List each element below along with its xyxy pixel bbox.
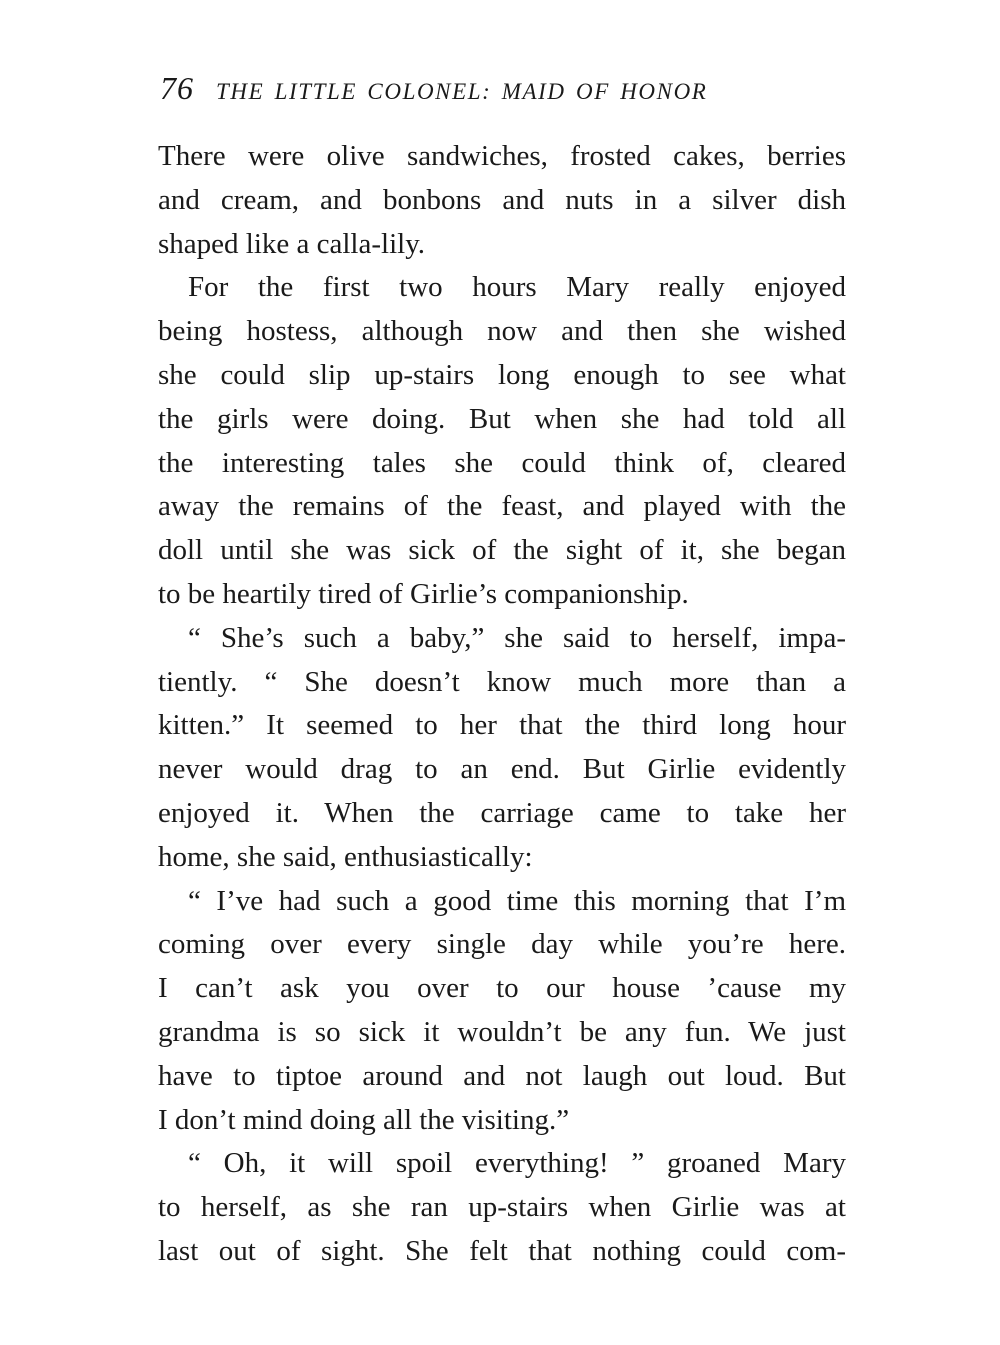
text-line: coming over every single day while you’re here. <box>158 928 846 961</box>
text-line: and cream, and bonbons and nuts in a silver dish <box>158 183 846 216</box>
text-line: kitten.” It seemed to her that the third long hour <box>158 709 846 742</box>
text-line: she could slip up-stairs long enough to see what <box>158 358 846 391</box>
text-line: last out of sight. She felt that nothing could com- <box>158 1234 846 1267</box>
text-line: For the first two hours Mary really enjoyed <box>188 271 846 304</box>
text-line: tiently. “ She doesn’t know much more than a <box>158 665 846 698</box>
text-line: the interesting tales she could think of, cleared <box>158 446 846 479</box>
text-line: being hostess, although now and then she wished <box>158 315 846 348</box>
text-line: have to tiptoe around and not laugh out loud. But <box>158 1059 846 1092</box>
text-line: grandma is so sick it wouldn’t be any fun. We just <box>158 1015 846 1048</box>
body-text <box>158 135 846 1274</box>
text-line: shaped like a calla-lily. <box>158 227 426 260</box>
text-line: doll until she was sick of the sight of it, she began <box>158 534 846 567</box>
running-head <box>160 70 850 110</box>
text-line: There were olive sandwiches, frosted cakes, berries <box>158 140 846 172</box>
text-line: the girls were doing. But when she had told all <box>158 402 846 435</box>
text-line: to herself, as she ran up-stairs when Girlie was at <box>158 1191 846 1224</box>
text-line: I can’t ask you over to our house ’cause my <box>158 972 846 1005</box>
text-line: away the remains of the feast, and played with the <box>158 490 846 523</box>
text-line: never would drag to an end. But Girlie evidently <box>158 753 846 786</box>
text-line: “ Oh, it will spoil everything! ” groaned Mary <box>188 1147 846 1180</box>
running-title: THE LITTLE COLONEL: MAID OF HONOR <box>216 79 708 104</box>
text-line: to be heartily tired of Girlie’s companionship. <box>158 577 689 610</box>
text-line: home, she said, enthusiastically: <box>158 840 533 873</box>
page-number: 76 <box>160 70 194 106</box>
text-line: I don’t mind doing all the visiting.” <box>158 1103 570 1136</box>
text-line: “ I’ve had such a good time this morning that I’m <box>188 884 846 917</box>
text-line: enjoyed it. When the carriage came to take her <box>158 796 846 829</box>
text-line: “ She’s such a baby,” she said to herself, impa- <box>188 621 846 654</box>
